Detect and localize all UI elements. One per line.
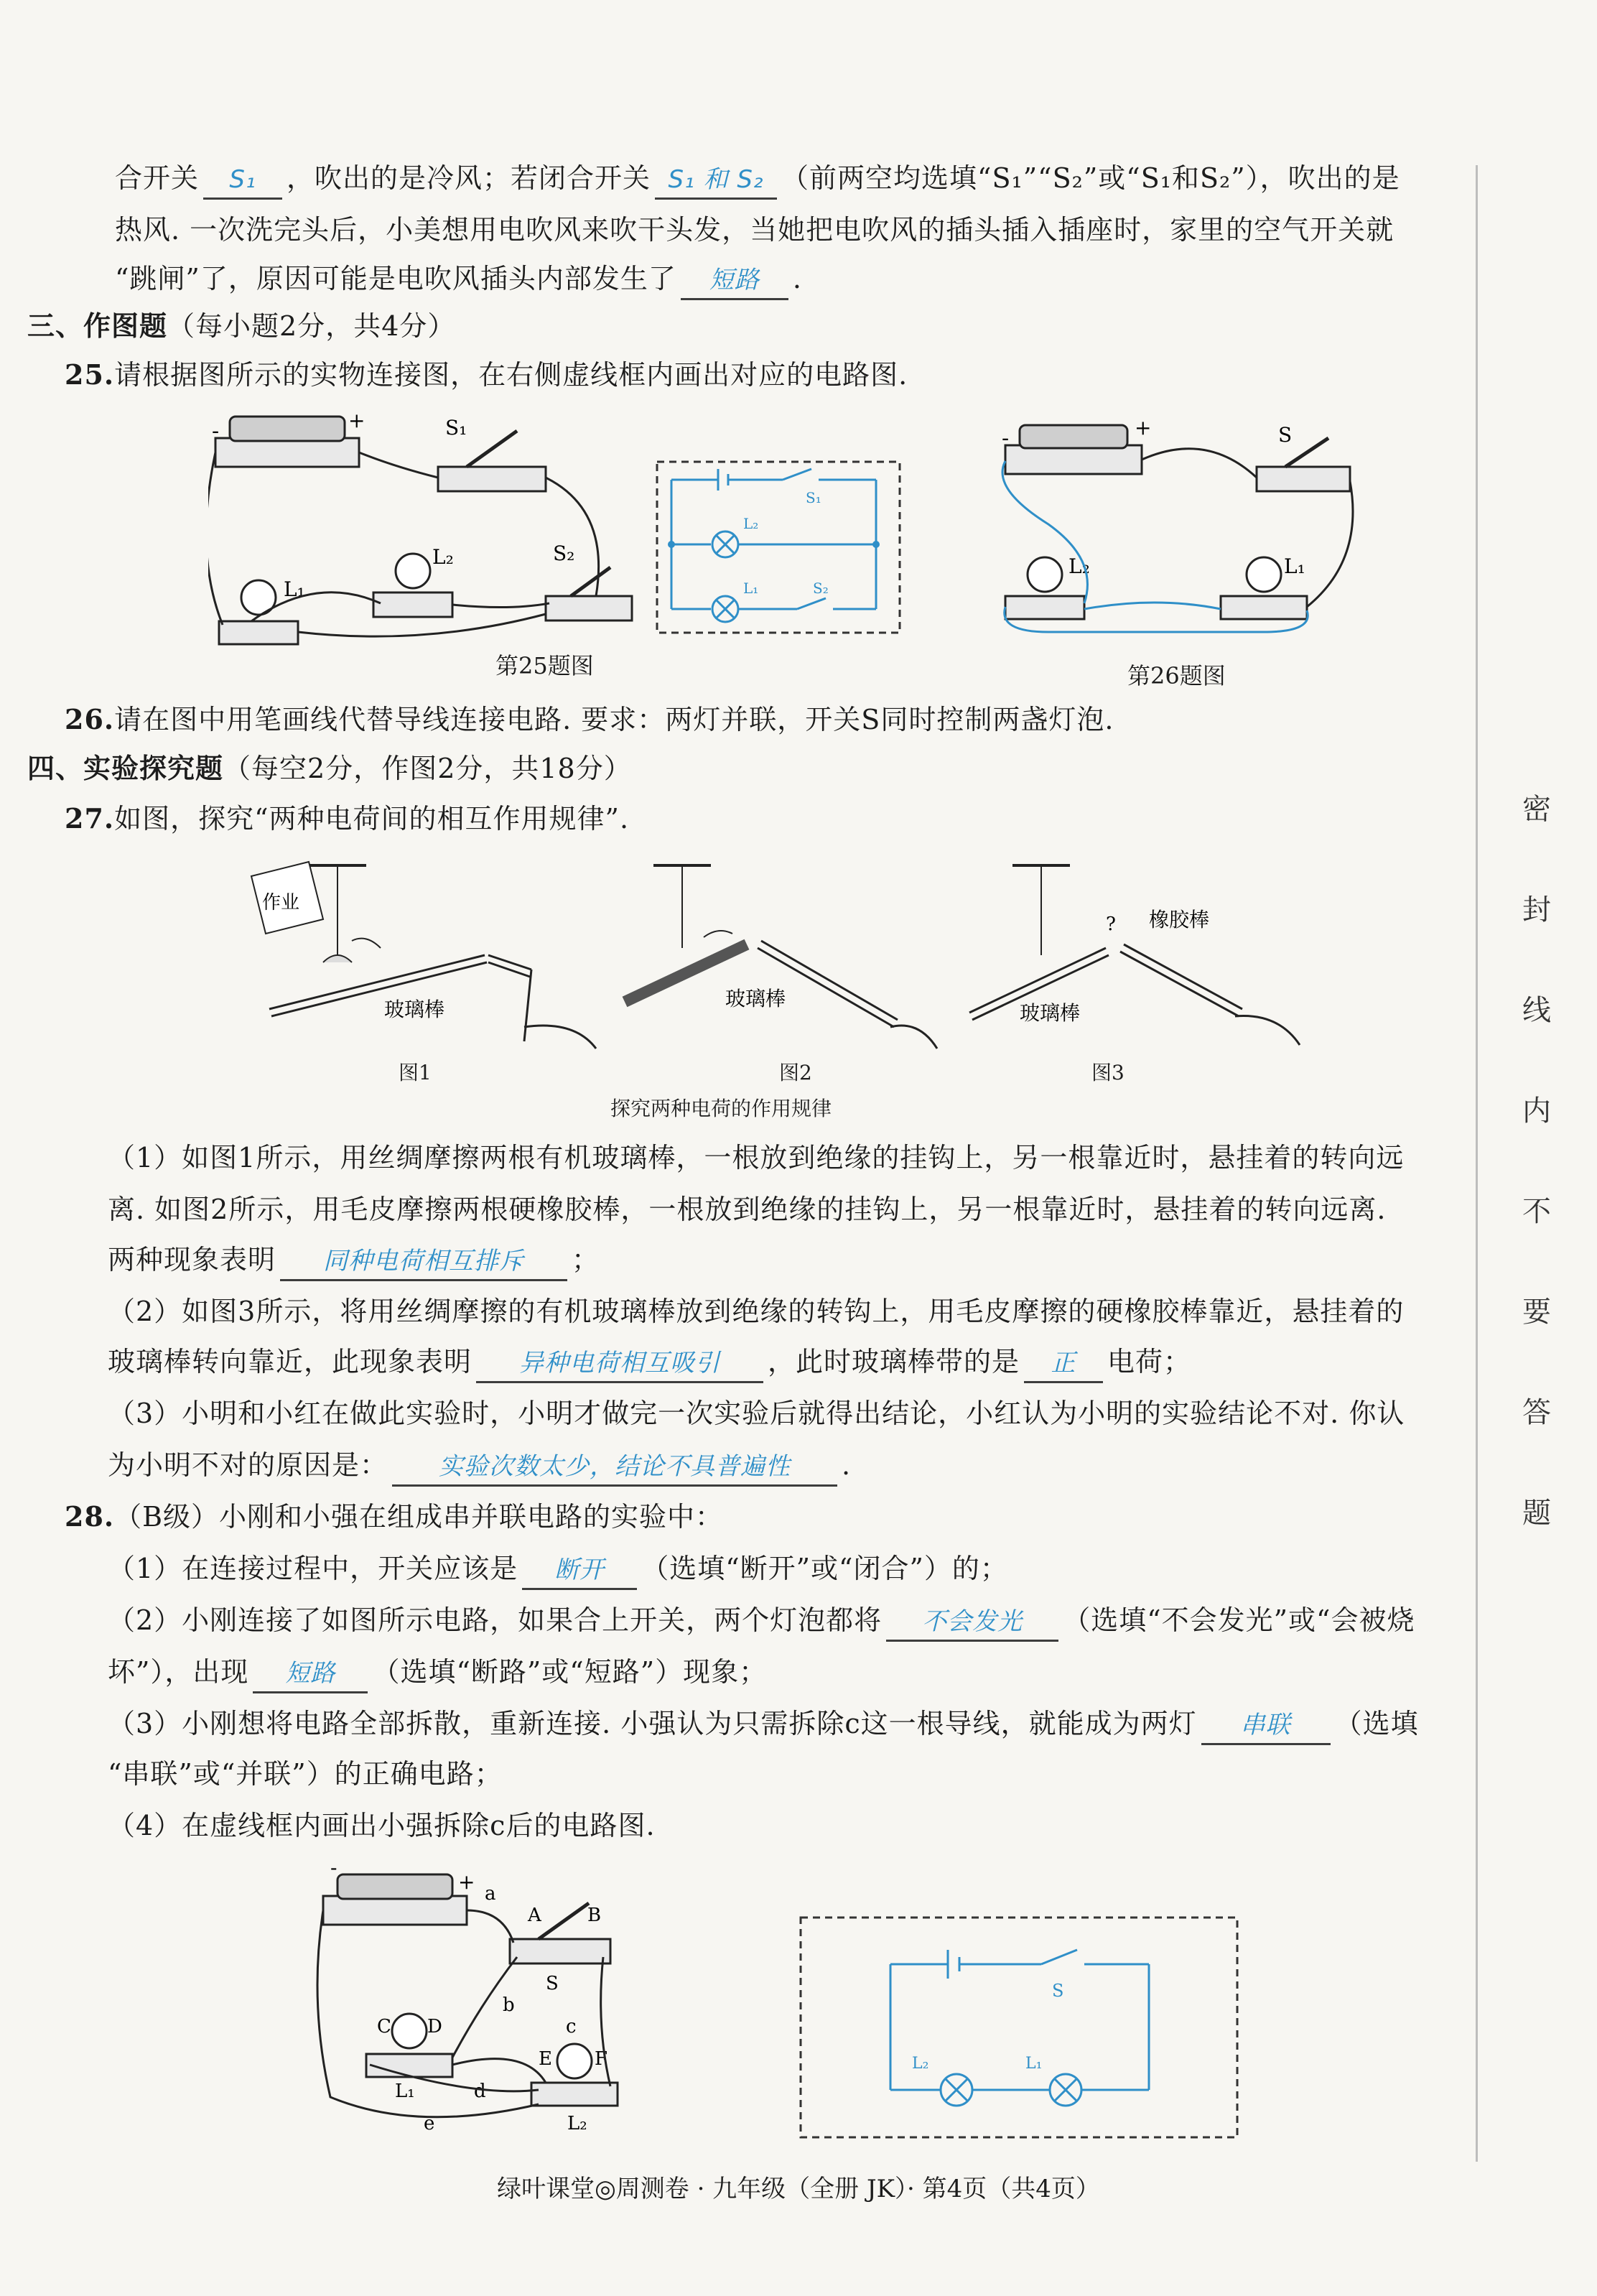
seal-char: 线 (1522, 994, 1551, 1027)
text: 坏”），出现 (108, 1656, 249, 1688)
q28-p1 (108, 1547, 1008, 1590)
q28-answer-diagram (797, 1914, 1242, 2144)
diagram-s-label: S (1052, 1981, 1064, 2001)
q27-p2-l2 (108, 1340, 1191, 1383)
seal-char: 题 (1522, 1497, 1551, 1530)
terminal-f-label: F (595, 2048, 608, 2070)
l1-label: L₁ (284, 577, 305, 601)
seal-char: 不 (1522, 1195, 1551, 1228)
seal-char: 密 (1522, 793, 1551, 826)
wire-a-label: a (485, 1883, 496, 1905)
q27-p1-l1: （1）如图1所示，用丝绸摩擦两根有机玻璃棒，一根放到绝缘的挂钩上，另一根靠近时，悬挂着的转向远 (108, 1142, 1405, 1173)
diagram-l1-label: L₁ (743, 580, 759, 597)
q27-figure-1 (237, 855, 603, 1063)
terminal-e-label: E (539, 2048, 552, 2070)
s1-label: S₁ (445, 416, 467, 440)
q24-line3 (115, 257, 802, 300)
answer-blank: S₁ (203, 162, 282, 200)
answer-blank: 异种电荷相互吸引 (476, 1345, 763, 1383)
text: ； (572, 1244, 600, 1275)
text: 合开关 (115, 162, 200, 194)
l2-label: L₂ (432, 545, 454, 569)
minus-label: - (1002, 426, 1010, 451)
text: （2）小刚连接了如图所示电路，如果合上开关，两个灯泡都将 (108, 1604, 883, 1636)
text: . (842, 1449, 852, 1481)
text: （前两空均选填“S₁”“S₂”或“S₁和S₂”），吹出的是 (781, 162, 1400, 194)
text: 为小明不对的原因是： (108, 1449, 388, 1481)
question-number: 25. (65, 358, 115, 391)
seal-char: 内 (1522, 1094, 1551, 1128)
diagram-s2-label: S₂ (813, 580, 829, 597)
l1-label: L₁ (1284, 554, 1305, 578)
wire-d-label: d (474, 2081, 486, 2102)
text: . (792, 263, 802, 294)
text: ，吹出的是冷风；若闭合开关 (287, 162, 651, 194)
text: （选填“断路”或“短路”）现象； (372, 1656, 768, 1688)
text: （1）在连接过程中，开关应该是 (108, 1553, 518, 1584)
q27-p3-l2 (108, 1444, 851, 1487)
q28-p2-l1 (108, 1599, 1415, 1642)
q28-p3-l1 (108, 1702, 1419, 1745)
fig26-physical-circuit (991, 417, 1364, 646)
l2-label: L₂ (567, 2113, 587, 2133)
text: （选填“断开”或“闭合”）的； (641, 1553, 1008, 1584)
diagram-l1-label: L₁ (1025, 2055, 1043, 2073)
q27-p1-l2: 离. 如图2所示，用毛皮摩擦两根硬橡胶棒，一根放到绝缘的挂钩上，另一根靠近时，悬挂着的转向远离. (108, 1194, 1387, 1225)
plus-label: + (348, 409, 366, 432)
paper-label: 作业 (262, 892, 300, 914)
wire-b-label: b (503, 1994, 515, 2016)
terminal-b-label: B (587, 1905, 602, 1926)
q27-figure-3 (962, 855, 1314, 1063)
section-title: 三、作图题 (27, 310, 168, 342)
rubber-rod-label: 橡胶棒 (1149, 908, 1210, 931)
q27-figure-2 (618, 855, 941, 1063)
answer-blank: 短路 (681, 262, 788, 300)
binding-line (1476, 165, 1478, 2162)
fig3-label: 图3 (1091, 1061, 1125, 1084)
question-text: （B级）小刚和小强在组成串并联电路的实验中： (114, 1501, 724, 1533)
l2-label: L₂ (1068, 554, 1090, 578)
q28-physical-circuit (309, 1860, 682, 2133)
plus-label: + (458, 1870, 475, 1894)
answer-blank: 断开 (522, 1552, 637, 1590)
q27-p3-l1: （3）小明和小红在做此实验时，小明才做完一次实验后就得出结论，小红认为小明的实验结论不对. 你认 (108, 1398, 1405, 1429)
terminal-d-label: D (427, 2016, 442, 2037)
q28-p2-l2 (108, 1650, 767, 1693)
s2-label: S₂ (553, 542, 575, 565)
rod1-label: 玻璃棒 (384, 998, 445, 1021)
fig25-physical-circuit (208, 409, 639, 646)
section-note: （每小题2分，共4分） (167, 310, 456, 342)
plus-label: + (1135, 417, 1152, 440)
q27-p1-l3 (108, 1238, 600, 1281)
q28-stem (65, 1495, 723, 1538)
text: 玻璃棒转向靠近，此现象表明 (108, 1346, 472, 1377)
q24-line1 (115, 157, 1400, 200)
seal-char: 封 (1522, 893, 1551, 926)
seal-char: 要 (1522, 1296, 1551, 1329)
answer-blank: 串联 (1201, 1707, 1331, 1745)
terminal-c-label: C (377, 2016, 391, 2037)
diagram-s1-label: S₁ (806, 489, 821, 506)
page-footer: 绿叶课堂◎周测卷 · 九年级（全册 JK）· 第4页（共4页） (497, 2175, 1100, 2203)
question-number: 28. (65, 1500, 115, 1533)
seal-char: 答 (1522, 1396, 1551, 1429)
q27-p2-l1: （2）如图3所示，将用丝绸摩擦的有机玻璃棒放到绝缘的转钩上，用毛皮摩擦的硬橡胶棒靠近，悬挂着的 (108, 1296, 1405, 1327)
question-text: 如图，探究“两种电荷间的相互作用规律”. (114, 803, 630, 835)
minus-label: - (212, 419, 220, 444)
diagram-l2-label: L₂ (912, 2055, 929, 2073)
rod2-label: 玻璃棒 (725, 987, 786, 1010)
text: 两种现象表明 (108, 1244, 276, 1275)
text: ，此时玻璃棒带的是 (768, 1346, 1020, 1377)
s-label: S (1278, 423, 1293, 447)
answer-blank: 不会发光 (886, 1604, 1058, 1642)
question-number: 27. (65, 802, 115, 835)
q26-stem (65, 698, 1114, 741)
section-note: （每空2分，作图2分，共18分） (223, 753, 632, 784)
fig25-caption: 第25题图 (495, 652, 594, 679)
question-text: 请在图中用笔画线代替导线连接电路. 要求：两灯并联，开关S同时控制两盏灯泡. (114, 704, 1114, 735)
minus-label: - (330, 1860, 337, 1879)
text: （选填 (1334, 1708, 1419, 1739)
answer-blank: 实验次数太少，结论不具普遍性 (392, 1449, 837, 1487)
q28-p4: （4）在虚线框内画出小强拆除c后的电路图. (108, 1810, 656, 1841)
wire-e-label: e (424, 2113, 435, 2133)
text: 电荷； (1107, 1346, 1192, 1377)
switch-s-label: S (546, 1973, 559, 1994)
answer-blank: 同种电荷相互排斥 (280, 1243, 567, 1281)
terminal-a-label: A (528, 1905, 541, 1926)
answer-blank: 正 (1024, 1345, 1103, 1383)
q27-figure-caption: 探究两种电荷的作用规律 (610, 1097, 832, 1120)
section-3-heading (27, 305, 455, 348)
q27-stem (65, 797, 629, 840)
q25-stem (65, 353, 908, 396)
q24-line2: 热风. 一次洗完头后，小美想用电吹风来吹干头发，当她把电吹风的插头插入插座时，家里的空气开关就 (115, 214, 1395, 246)
fig2-label: 图2 (779, 1061, 812, 1084)
rod3-label: 玻璃棒 (1020, 1001, 1081, 1025)
answer-blank: S₁ 和 S₂ (655, 162, 777, 200)
section-4-heading (27, 747, 632, 790)
section-title: 四、实验探究题 (27, 752, 224, 784)
question-number: 26. (65, 703, 115, 735)
wire-c-label: c (566, 2016, 577, 2037)
fig26-caption: 第26题图 (1127, 662, 1226, 689)
text: （3）小刚想将电路全部拆散，重新连接. 小强认为只需拆除c这一根导线，就能成为两灯 (108, 1708, 1197, 1739)
question-text: 请根据图所示的实物连接图，在右侧虚线框内画出对应的电路图. (114, 359, 908, 391)
question-mark: ? (1106, 914, 1116, 935)
q28-p3-l2: “串联”或“并联”）的正确电路； (108, 1758, 503, 1790)
l1-label: L₁ (395, 2081, 415, 2102)
fig25-answer-diagram (653, 458, 905, 638)
answer-blank: 短路 (253, 1655, 368, 1693)
text: “跳闸”了，原因可能是电吹风插头内部发生了 (115, 263, 676, 294)
diagram-l2-label: L₂ (743, 515, 759, 532)
fig1-label: 图1 (399, 1061, 432, 1084)
text: （选填“不会发光”或“会被烧 (1063, 1604, 1415, 1636)
